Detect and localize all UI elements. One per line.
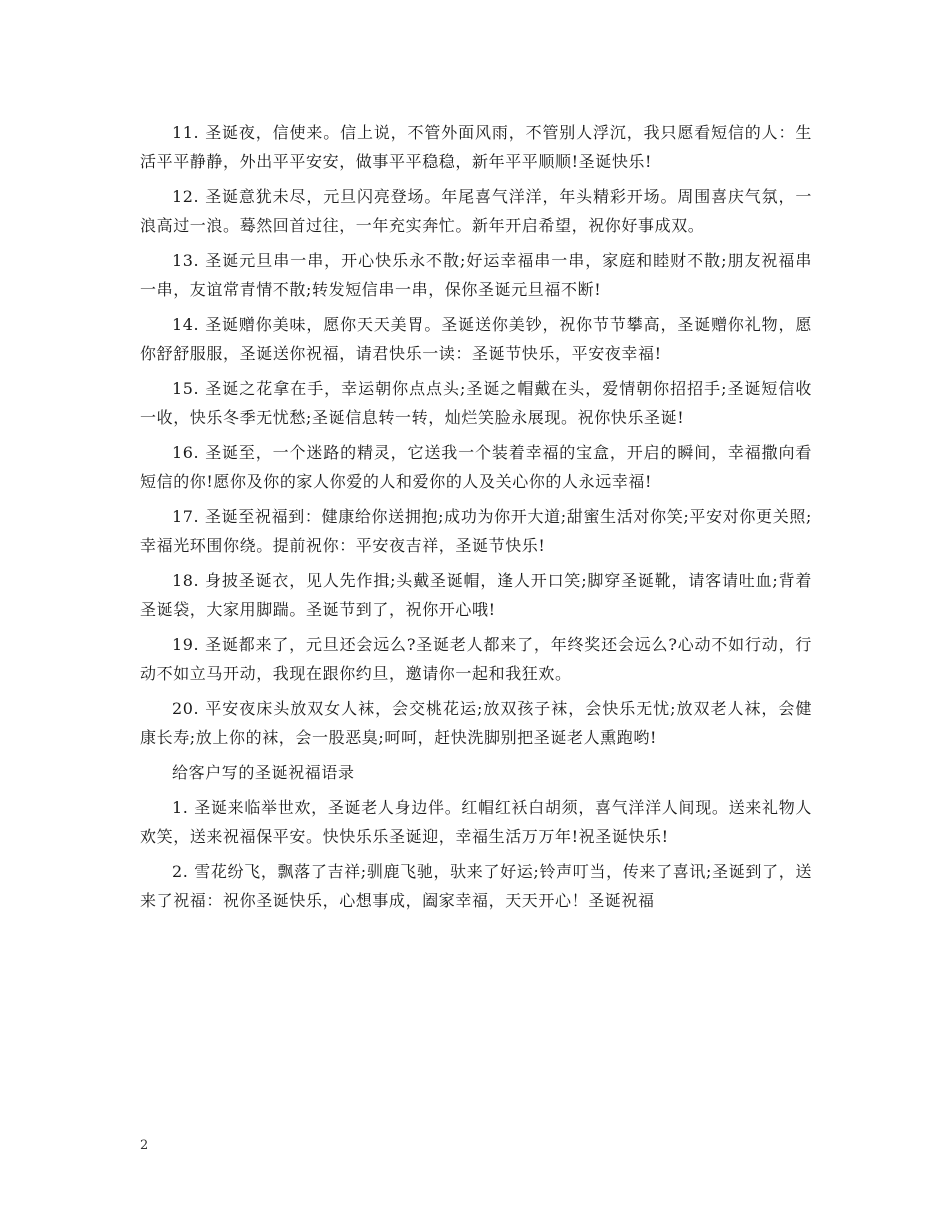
- document-body: [140, 118, 812, 921]
- wish-paragraph-16: 16. 圣诞至，一个迷路的精灵，它送我一个装着幸福的宝盒，开启的瞬间，幸福撒向看短信的你!愿你及你的家人你爱的人和爱你的人及关心你的人永远幸福!: [140, 443, 812, 491]
- client-wish-paragraph-1: 1. 圣诞来临举世欢，圣诞老人身边伴。红帽红袄白胡须，喜气洋洋人间现。送来礼物人欢笑，送来祝福保平安。快快乐乐圣诞迎，幸福生活万万年!祝圣诞快乐!: [140, 798, 812, 846]
- wish-paragraph-20: 20. 平安夜床头放双女人袜，会交桃花运;放双孩子袜，会快乐无忧;放双老人袜，会健康长寿;放上你的袜，会一股恶臭;呵呵，赶快洗脚别把圣诞老人熏跑哟!: [140, 699, 812, 747]
- wish-paragraph-18: 18. 身披圣诞衣，见人先作揖;头戴圣诞帽，逢人开口笑;脚穿圣诞靴，请客请吐血;背着圣诞袋，大家用脚踹。圣诞节到了，祝你开心哦!: [140, 571, 812, 619]
- section-heading: 给客户写的圣诞祝福语录: [172, 763, 355, 782]
- wish-paragraph-19: 19. 圣诞都来了，元旦还会远么?圣诞老人都来了，年终奖还会远么?心动不如行动，行动不如立马开动，我现在跟你约旦，邀请你一起和我狂欢。: [140, 635, 812, 683]
- client-wish-paragraph-2: 2. 雪花纷飞，飘落了吉祥;驯鹿飞驰，驮来了好运;铃声叮当，传来了喜讯;圣诞到了，送来了祝福：祝你圣诞快乐，心想事成，阖家幸福，天天开心！圣诞祝福: [140, 862, 812, 910]
- wish-paragraph-12: 12. 圣诞意犹未尽，元旦闪亮登场。年尾喜气洋洋，年头精彩开场。周围喜庆气氛，一浪高过一浪。蓦然回首过往，一年充实奔忙。新年开启希望，祝你好事成双。: [140, 187, 812, 235]
- wish-paragraph-13: 13. 圣诞元旦串一串，开心快乐永不散;好运幸福串一串，家庭和睦财不散;朋友祝福串一串，友谊常青情不散;转发短信串一串，保你圣诞元旦福不断!: [140, 251, 812, 299]
- wish-paragraph-17: 17. 圣诞至祝福到：健康给你送拥抱;成功为你开大道;甜蜜生活对你笑;平安对你更关照;幸福光环围你绕。提前祝你：平安夜吉祥，圣诞节快乐!: [140, 507, 812, 555]
- wish-paragraph-14: 14. 圣诞赠你美味，愿你天天美胃。圣诞送你美钞，祝你节节攀高，圣诞赠你礼物，愿你舒舒服服，圣诞送你祝福，请君快乐一读：圣诞节快乐，平安夜幸福!: [140, 315, 812, 363]
- page-number: 2: [140, 1138, 149, 1153]
- wish-paragraph-15: 15. 圣诞之花拿在手，幸运朝你点点头;圣诞之帽戴在头，爱情朝你招招手;圣诞短信收一收，快乐冬季无忧愁;圣诞信息转一转，灿烂笑脸永展现。祝你快乐圣诞!: [140, 379, 812, 427]
- wish-paragraph-11: 11. 圣诞夜，信使来。信上说，不管外面风雨，不管别人浮沉，我只愿看短信的人：生活平平静静，外出平平安安，做事平平稳稳，新年平平顺顺!圣诞快乐!: [140, 123, 812, 171]
